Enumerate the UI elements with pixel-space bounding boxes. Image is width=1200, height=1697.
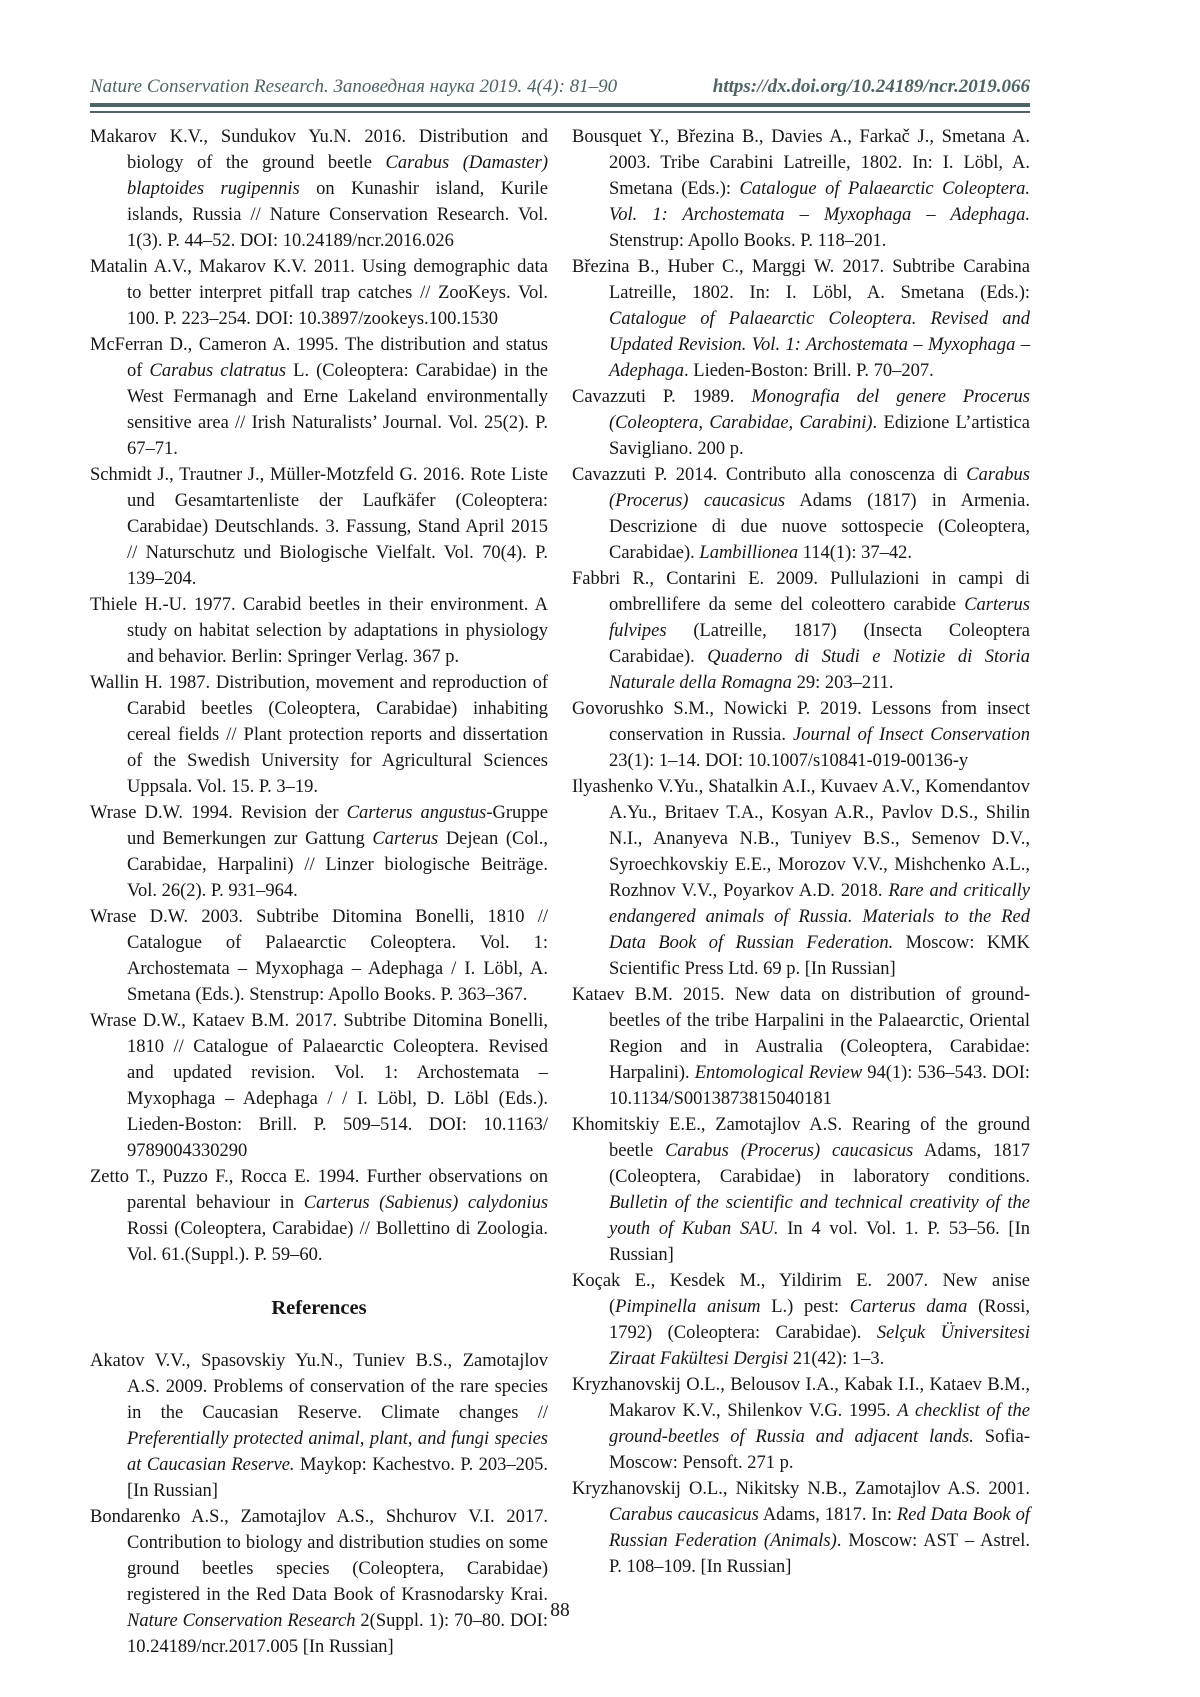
reference-entry: Březina B., Huber C., Marggi W. 2017. Subtribe Carabina Latreille, 1802. In: I. Löbl, A. Smetana (Eds.): Catalogue of Palaearctic Coleoptera. Revised and Updated Revision. Vol. 1: Archostemata – Myxophaga – Adephaga. Lieden-Boston: Brill. P. 70–207. — [572, 257, 1030, 381]
reference-entry: Kataev B.M. 2015. New data on distribution of ground-beetles of the tribe Harpalini in the Palaearctic, Oriental Region and in Australia (Coleoptera, Carabidae: Harpalini). Entomological Review 94(1): 536–543. DOI: 10.1134/S0013873815040181 — [572, 985, 1030, 1109]
reference-entry: Koçak E., Kesdek M., Yildirim E. 2007. New anise (Pimpinella anisum L.) pest: Carterus dama (Rossi, 1792) (Coleoptera: Carabidae). Selçuk Üniversitesi Ziraat Fakültesi Dergisi 21(42): 1–3. — [572, 1271, 1030, 1369]
reference-entry: Ilyashenko V.Yu., Shatalkin A.I., Kuvaev A.V., Komendantov A.Yu., Britaev T.A., Kosyan A.R., Pavlov D.S., Shilin N.I., Ananyeva N.B., Tuniyev B.S., Semenov D.V., Syroechkovskiy E.E., Morozov V.V., Mishchenko A.L., Rozhnov V.V., Poyarkov A.D. 2018. Rare and critically endangered animals of Russia. Materials to the Red Data Book of Russian Federation. Moscow: KMK Scientific Press Ltd. 69 p. [In Russian] — [572, 777, 1030, 979]
reference-entry: Matalin A.V., Makarov K.V. 2011. Using demographic data to better interpret pitfall trap catches // ZooKeys. Vol. 100. P. 223–254. DOI: 10.3897/zookeys.100.1530 — [90, 257, 548, 329]
references-list-right — [572, 124, 1030, 1580]
reference-entry: Thiele H.-U. 1977. Carabid beetles in their environment. A study on habitat selection by adaptations in physiology and behavior. Berlin: Springer Verlag. 367 p. — [90, 595, 548, 667]
reference-entry: Makarov K.V., Sundukov Yu.N. 2016. Distribution and biology of the ground beetle Carabus (Damaster) blaptoides rugipennis on Kunashir island, Kurile islands, Russia // Nature Conservation Research. Vol. 1(3). P. 44–52. DOI: 10.24189/ncr.2016.026 — [90, 127, 549, 251]
reference-entry: Kryzhanovskij O.L., Nikitsky N.B., Zamotajlov A.S. 2001. Carabus caucasicus Adams, 1817. In: Red Data Book of Russian Federation (Animals). Moscow: AST – Astrel. P. 108–109. [In Russian] — [572, 1479, 1030, 1577]
right-column — [572, 124, 1030, 1660]
reference-entry: Fabbri R., Contarini E. 2009. Pullulazioni in campi di ombrellifere da seme del coleottero carabide Carterus fulvipes (Latreille, 1817) (Insecta Coleoptera Carabidae). Quaderno di Studi e Notizie di Storia Naturale della Romagna 29: 203–211. — [572, 569, 1030, 693]
two-column-layout — [90, 124, 1030, 1660]
journal-title-line: Nature Conservation Research. Заповедная наука 2019. 4(4): 81–90 — [90, 76, 618, 97]
reference-entry: Kryzhanovskij O.L., Belousov I.A., Kabak I.I., Kataev B.M., Makarov K.V., Shilenkov V.G. 1995. A checklist of the ground-beetles of Russia and adjacent lands. Sofia-Moscow: Pensoft. 271 p. — [572, 1375, 1031, 1473]
reference-entry: Wallin H. 1987. Distribution, movement and reproduction of Carabid beetles (Coleoptera, Carabidae) inhabiting cereal fields // Plant protection reports and dissertation of the Swedish University for Agricultural Sciences Uppsala. Vol. 15. P. 3–19. — [90, 673, 548, 797]
reference-entry: Schmidt J., Trautner J., Müller-Motzfeld G. 2016. Rote Liste und Gesamtartenliste der Laufkäfer (Coleoptera: Carabidae) Deutschlands. 3. Fassung, Stand April 2015 // Naturschutz und Biologische Vielfalt. Vol. 70(4). P. 139–204. — [90, 465, 548, 589]
reference-entry: Akatov V.V., Spasovskiy Yu.N., Tuniev B.S., Zamotajlov A.S. 2009. Problems of conservation of the rare species in the Caucasian Reserve. Climate changes // Preferentially protected animal, plant, and fungi species at Caucasian Reserve. Maykop: Kachestvo. P. 203–205. [In Russian] — [90, 1351, 549, 1501]
page-number: 88 — [550, 1600, 570, 1621]
reference-entry: Bondarenko A.S., Zamotajlov A.S., Shchurov V.I. 2017. Contribution to biology and distribution studies on some ground beetles species (Coleoptera, Carabidae) registered in the Red Data Book of Krasnodarsky Krai. Nature Conservation Research 2(Suppl. 1): 70–80. DOI: 10.24189/ncr.2017.005 [In Russian] — [90, 1507, 548, 1657]
header-double-rule — [90, 103, 1030, 113]
left-column — [90, 124, 548, 1660]
references-list-left-part1 — [90, 124, 548, 1268]
page-sheet — [90, 76, 1030, 1660]
reference-entry: Zetto T., Puzzo F., Rocca E. 1994. Further observations on parental behaviour in Carterus (Sabienus) calydonius Rossi (Coleoptera, Carabidae) // Bollettino di Zoologia. Vol. 61.(Suppl.). P. 59–60. — [90, 1167, 549, 1265]
reference-entry: Govorushko S.M., Nowicki P. 2019. Lessons from insect conservation in Russia. Journal of Insect Conservation 23(1): 1–14. DOI: 10.1007/s10841-019-00136-y — [572, 699, 1030, 771]
running-head — [90, 76, 1030, 98]
reference-entry: Wrase D.W., Kataev B.M. 2017. Subtribe Ditomina Bonelli, 1810 // Catalogue of Palaearctic Coleoptera. Revised and updated revision. Vol. 1: Archostemata – Myxophaga – Adephaga / / I. Löbl, D. Löbl (Eds.). Lieden-Boston: Brill. P. 509–514. DOI: 10.1163/ 9789004330290 — [90, 1011, 548, 1161]
reference-entry: Cavazzuti P. 1989. Monografia del genere Procerus (Coleoptera, Carabidae, Carabini). Edizione L’artistica Savigliano. 200 p. — [572, 387, 1030, 459]
reference-entry: Wrase D.W. 1994. Revision der Carterus angustus-Gruppe und Bemerkungen zur Gattung Carterus Dejean (Col., Carabidae, Harpalini) // Linzer biologische Beiträge. Vol. 26(2). P. 931–964. — [90, 803, 549, 901]
reference-entry: McFerran D., Cameron A. 1995. The distribution and status of Carabus clatratus L. (Coleoptera: Carabidae) in the West Fermanagh and Erne Lakeland environmentally sensitive area // Irish Naturalists’ Journal. Vol. 25(2). P. 67–71. — [90, 335, 548, 459]
reference-entry: Khomitskiy E.E., Zamotajlov A.S. Rearing of the ground beetle Carabus (Procerus) caucasicus Adams, 1817 (Coleoptera, Carabidae) in laboratory conditions. Bulletin of the scientific and technical creativity of the youth of Kuban SAU. In 4 vol. Vol. 1. P. 53–56. [In Russian] — [572, 1115, 1031, 1265]
doi-link[interactable]: https://dx.doi.org/10.24189/ncr.2019.066 — [712, 76, 1030, 97]
reference-entry: Bousquet Y., Březina B., Davies A., Farkač J., Smetana A. 2003. Tribe Carabini Latreille, 1802. In: I. Löbl, A. Smetana (Eds.): Catalogue of Palaearctic Coleoptera. Vol. 1: Archostemata – Myxophaga – Adephaga. Stenstrup: Apollo Books. P. 118–201. — [572, 127, 1030, 251]
reference-entry: Cavazzuti P. 2014. Contributo alla conoscenza di Carabus (Procerus) caucasicus Adams (1817) in Armenia. Descrizione di due nuove sottospecie (Coleoptera, Carabidae). Lambillionea 114(1): 37–42. — [572, 465, 1030, 563]
references-heading: References — [271, 1297, 367, 1319]
reference-entry: Wrase D.W. 2003. Subtribe Ditomina Bonelli, 1810 // Catalogue of Palaearctic Coleoptera. Vol. 1: Archostemata – Myxophaga – Adephaga / I. Löbl, A. Smetana (Eds.). Stenstrup: Apollo Books. P. 363–367. — [90, 907, 548, 1005]
